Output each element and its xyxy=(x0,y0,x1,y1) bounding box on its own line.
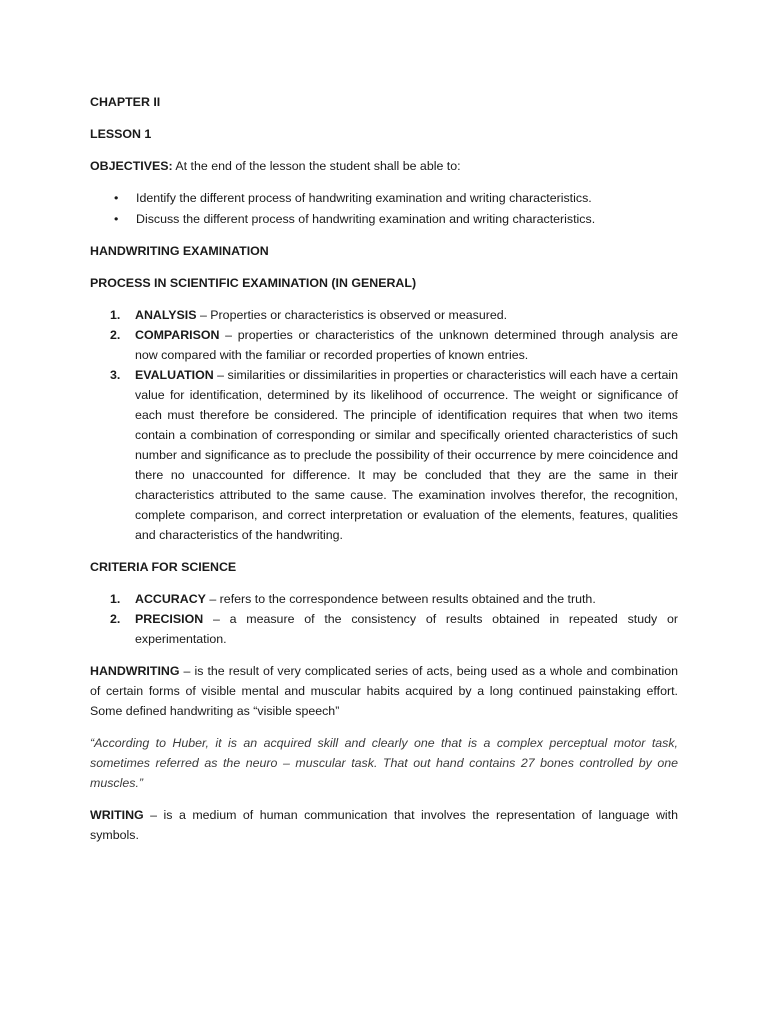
objectives-list xyxy=(90,188,678,229)
process-text: – similarities or dissimilarities in properties or characteristics will each have a certain value for identification, determined by its likelihood of occurrence. The weight or significance of each must therefore be considered. The principle of identification requires that when two items contain a combination of corresponding or similar and specifically oriented characteristics of such number and significance as to preclude the possibility of their occurrence by mere coincidence and there no unaccounted for difference. It may be concluded that they are the same in their characteristics attributed to the same cause. The examination involves therefor, the recognition, complete comparison, and correct interpretation or evaluation of the elements, features, qualities and characteristics of the handwriting. xyxy=(135,368,678,542)
item-number: 3. xyxy=(110,368,121,382)
criteria-text: – refers to the correspondence between results obtained and the truth. xyxy=(205,592,596,606)
lesson-heading: LESSON 1 xyxy=(90,127,152,141)
objectives-text: At the end of the lesson the student shall be able to: xyxy=(172,159,461,173)
handwriting-text: – is the result of very complicated series of acts, being used as a whole and combination of certain forms of visible mental and muscular habits acquired by a long continued painstaking effort. Some defined handwriting as “visible speech” xyxy=(90,664,678,718)
objectives-label: OBJECTIVES: xyxy=(90,159,173,173)
item-number: 2. xyxy=(110,328,121,342)
list-item xyxy=(90,609,678,649)
writing-definition xyxy=(90,805,678,845)
process-term: COMPARISON xyxy=(135,328,220,342)
huber-quote: “According to Huber, it is an acquired skill and clearly one that is a complex perceptual motor task, sometimes referred as the neuro – muscular task. That out hand contains 27 bones controlled by one muscles.” xyxy=(90,736,678,790)
list-item xyxy=(90,188,678,208)
criteria-text: – a measure of the consistency of results obtained in repeated study or experimentation. xyxy=(135,612,678,646)
criteria-list xyxy=(90,589,678,649)
process-list xyxy=(90,305,678,545)
bullet-icon: • xyxy=(114,212,119,226)
list-item xyxy=(90,589,678,609)
criteria-term: ACCURACY xyxy=(135,592,206,606)
criteria-heading: CRITERIA FOR SCIENCE xyxy=(90,560,237,574)
process-text: – Properties or characteristics is observed or measured. xyxy=(196,308,508,322)
handwriting-exam-heading: HANDWRITING EXAMINATION xyxy=(90,244,269,258)
objective-item-text: Discuss the different process of handwriting examination and writing characteristics. xyxy=(136,212,596,226)
bullet-icon: • xyxy=(114,191,119,205)
writing-text: – is a medium of human communication that involves the representation of language with symbols. xyxy=(90,808,678,842)
list-item xyxy=(90,209,678,229)
objectives-paragraph xyxy=(90,156,678,176)
writing-term: WRITING xyxy=(90,808,144,822)
criteria-term: PRECISION xyxy=(135,612,204,626)
chapter-heading: CHAPTER II xyxy=(90,95,161,109)
process-heading: PROCESS IN SCIENTIFIC EXAMINATION (IN GENERAL) xyxy=(90,276,417,290)
handwriting-term: HANDWRITING xyxy=(90,664,180,678)
list-item xyxy=(90,305,678,325)
list-item xyxy=(90,325,678,365)
item-number: 1. xyxy=(110,308,121,322)
process-text: – properties or characteristics of the unknown determined through analysis are now compared with the familiar or recorded properties of known entries. xyxy=(135,328,678,362)
list-item xyxy=(90,365,678,545)
item-number: 1. xyxy=(110,592,121,606)
process-term: EVALUATION xyxy=(135,368,214,382)
item-number: 2. xyxy=(110,612,121,626)
objective-item-text: Identify the different process of handwriting examination and writing characteristics. xyxy=(136,191,592,205)
handwriting-definition xyxy=(90,661,678,721)
process-term: ANALYSIS xyxy=(135,308,197,322)
